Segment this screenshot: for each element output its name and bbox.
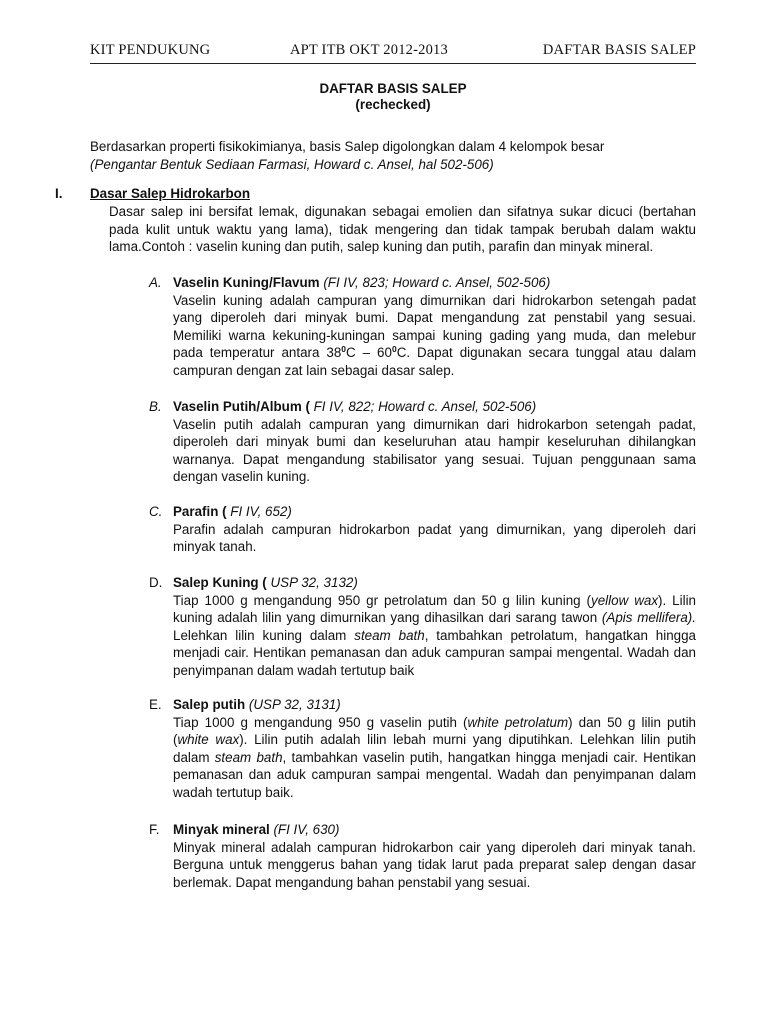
item-desc-italic: white petrolatum [467, 714, 569, 730]
item-desc-italic: white wax [177, 732, 240, 748]
item-reference: USP 32, 3132) [266, 575, 358, 590]
item-letter: D. [149, 575, 163, 590]
document-title-main: DAFTAR BASIS SALEP [319, 81, 467, 96]
item-desc-italic: yellow wax [591, 592, 659, 608]
item-desc-italic: steam bath [214, 749, 283, 765]
item-desc-italic: (Apis mellifera). [601, 610, 696, 626]
item-reference: (FI IV, 630) [269, 822, 340, 837]
item-name: Salep Kuning ( [173, 575, 267, 590]
item-desc-part: Vaselin kuning adalah campuran yang dimurnikan dari hidrokarbon setengah padat yang diperoleh dari minyak bumi. Dapat mengandung zat penstabil yang sesuai. Memiliki warna kekuning-kuningan sampai kuning gading yang muda, dan melebur pada temperatur antara 38 [173, 292, 696, 361]
item-description: Minyak mineral adalah campuran hidrokarbon cair yang diperoleh dari minyak tanah. Berguna untuk menggerus bahan yang tidak larut pada preparat salep dengan dasar berlemak. Dapat mengandung bahan penstabil yang sesuai. [173, 839, 696, 890]
item-desc-part: ). Lilin putih adalah lilin lebah murni yang diputihkan. Lelehkan lilin putih dalam [173, 732, 696, 765]
intro-paragraph [90, 138, 696, 173]
item-desc-part: Lelehkan lilin kuning dalam [173, 627, 355, 643]
document-title [90, 81, 696, 113]
item-name: Vaselin Kuning/Flavum [173, 275, 320, 290]
item-name: Salep putih [173, 697, 246, 712]
list-item-f [149, 821, 696, 891]
document-title-sub: (rechecked) [355, 97, 431, 112]
item-reference: FI IV, 652) [226, 504, 292, 519]
item-reference: (FI IV, 823; Howard c. Ansel, 502-506) [319, 275, 551, 290]
header-right: DAFTAR BASIS SALEP [542, 42, 696, 58]
header-center: APT ITB OKT 2012-2013 [290, 42, 448, 58]
item-letter: C. [149, 504, 163, 519]
item-description [173, 592, 696, 680]
item-desc-part: ) dan 50 g lilin putih ( [173, 714, 697, 748]
list-item-a [149, 274, 696, 380]
item-description: Vaselin putih adalah campuran yang dimurnikan dari hidrokarbon setengah padat, diperoleh dari minyak bumi dan keseluruhan atau hampir keseluruhan dihilangkan warnanya. Dapat mengandung stabilisator yang sesuai. Tujuan penggunaan sama dengan vaselin kuning. [173, 416, 696, 485]
item-desc-part: Tiap 1000 g mengandung 950 g vaselin putih ( [173, 714, 468, 730]
header-left: KIT PENDUKUNG [90, 42, 211, 58]
item-letter: F. [149, 822, 160, 837]
list-item-d [149, 574, 696, 680]
item-reference: FI IV, 822; Howard c. Ansel, 502-506) [309, 399, 537, 414]
list-item-b [149, 398, 696, 486]
item-reference: (USP 32, 3131) [245, 697, 341, 712]
item-letter: E. [149, 697, 162, 712]
degree-superscript: 0 [391, 344, 397, 355]
section-number: I. [55, 186, 63, 201]
item-desc-part: , tambahkan vaselin putih, hangatkan hingga menjadi cair. Hentikan pemanasan dan aduk campuran sampai mengental. Wadah dan penyimpanan dalam wadah tertutup baik. [173, 749, 696, 800]
item-name: Vaselin Putih/Album ( [173, 399, 310, 414]
item-desc-part: Tiap 1000 g mengandung 950 gr petrolatum dan 50 g lilin kuning ( [173, 592, 592, 608]
item-letter: A. [149, 275, 162, 290]
intro-text: Berdasarkan properti fisikokimianya, basis Salep digolongkan dalam 4 kelompok besar [90, 139, 605, 154]
item-description: Parafin adalah campuran hidrokarbon padat yang dimurnikan, yang diperoleh dari minyak tanah. [173, 521, 696, 555]
item-desc-part: C – 60 [346, 345, 392, 361]
item-description [173, 714, 696, 802]
intro-citation: (Pengantar Bentuk Sediaan Farmasi, Howard c. Ansel, hal 502-506) [90, 156, 494, 172]
running-header [90, 42, 696, 64]
section-title: Dasar Salep Hidrokarbon [90, 186, 250, 201]
degree-superscript: 0 [341, 344, 347, 355]
item-desc-italic: steam bath [354, 627, 425, 643]
item-name: Minyak mineral [173, 822, 270, 837]
list-item-e [149, 696, 696, 802]
item-name: Parafin ( [173, 504, 227, 519]
item-desc-part: ). Lilin kuning adalah lilin yang dimurnikan yang dihasilkan dari sarang tawon [173, 592, 696, 626]
item-desc-part: C. Dapat digunakan secara tunggal atau dalam campuran dengan zat lain sebagai dasar salep. [173, 345, 697, 378]
list-item-c [149, 503, 696, 556]
item-desc-part: , tambahkan petrolatum, hangatkan hingga menjadi cair. Hentikan pemanasan dan aduk campuran sampai mengental. Wadah dan penyimpanan dalam wadah tertutup baik [173, 627, 697, 678]
item-letter: B. [149, 399, 162, 414]
item-description [173, 292, 696, 380]
section-heading [55, 185, 696, 203]
section-description: Dasar salep ini bersifat lemak, digunakan sebagai emolien dan sifatnya sukar dicuci (bertahan pada kulit untuk waktu yang lama), tidak mengering dan tidak tampak berubah dalam waktu lama.Contoh : vaselin kuning dan putih, salep kuning dan putih, parafin dan minyak mineral. [109, 204, 696, 255]
